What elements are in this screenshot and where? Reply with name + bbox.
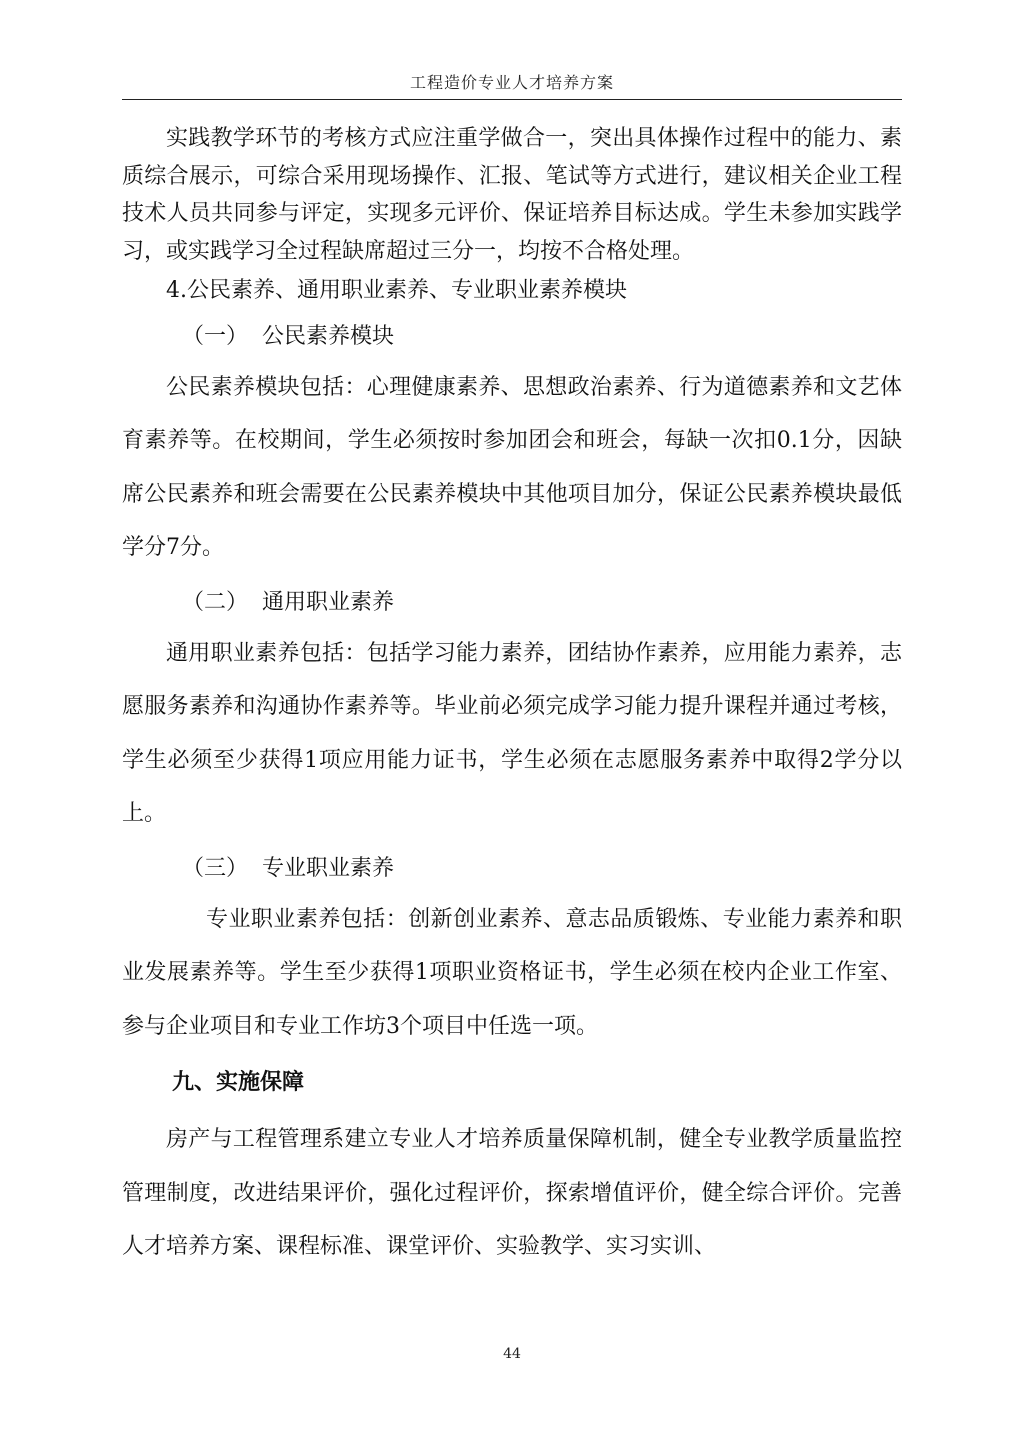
subsection-2-paragraph: 通用职业素养包括：包括学习能力素养，团结协作素养，应用能力素养，志愿服务素养和沟通协作素养等。毕业前必须完成学习能力提升课程并通过考核，学生必须至少获得1项应用能力证书，学生必须在志愿服务素养中取得2学分以上。	[122, 640, 902, 826]
subsection-2-title: 通用职业素养	[262, 589, 395, 615]
subsection-1-heading	[122, 313, 902, 361]
section-4-heading: 4.公民素养、通用职业素养、专业职业素养模块	[166, 278, 627, 303]
subsection-2-heading	[122, 579, 902, 627]
page-body	[122, 120, 902, 1274]
subsection-3-paragraph: 专业职业素养包括：创新创业素养、意志品质锻炼、专业能力素养和职业发展素养等。学生至少获得1项职业资格证书，学生必须在校内企业工作室、参与企业项目和专业工作坊3个项目中任选一项。	[122, 906, 902, 1039]
subsection-1-number: （一）	[182, 323, 249, 349]
running-header: 工程造价专业人才培养方案	[409, 73, 614, 92]
subsection-3-title: 专业职业素养	[262, 855, 395, 881]
subsection-1-paragraph: 公民素养模块包括：心理健康素养、思想政治素养、行为道德素养和文艺体育素养等。在校期间，学生必须按时参加团会和班会，每缺一次扣0.1分，因缺席公民素养和班会需要在公民素养模块中其他项目加分，保证公民素养模块最低学分7分。	[122, 374, 902, 560]
subsection-3-number: （三）	[182, 855, 249, 881]
header-rule	[122, 99, 902, 100]
practice-assessment-paragraph: 实践教学环节的考核方式应注重学做合一，突出具体操作过程中的能力、素质综合展示，可综合采用现场操作、汇报、笔试等方式进行，建议相关企业工程技术人员共同参与评定，实现多元评价、保证培养目标达成。学生未参加实践学习，或实践学习全过程缺席超过三分一，均按不合格处理。	[122, 126, 902, 264]
subsection-3-heading	[122, 845, 902, 893]
subsection-1-title: 公民素养模块	[262, 323, 395, 349]
section-9-paragraph: 房产与工程管理系建立专业人才培养质量保障机制，健全专业教学质量监控管理制度，改进结果评价，强化过程评价，探索增值评价，健全综合评价。完善人才培养方案、课程标准、课堂评价、实验教学、实习实训、	[122, 1127, 902, 1259]
subsection-2-number: （二）	[182, 589, 249, 615]
section-9-heading: 九、实施保障	[172, 1070, 305, 1095]
page-number: 44	[503, 1346, 521, 1362]
